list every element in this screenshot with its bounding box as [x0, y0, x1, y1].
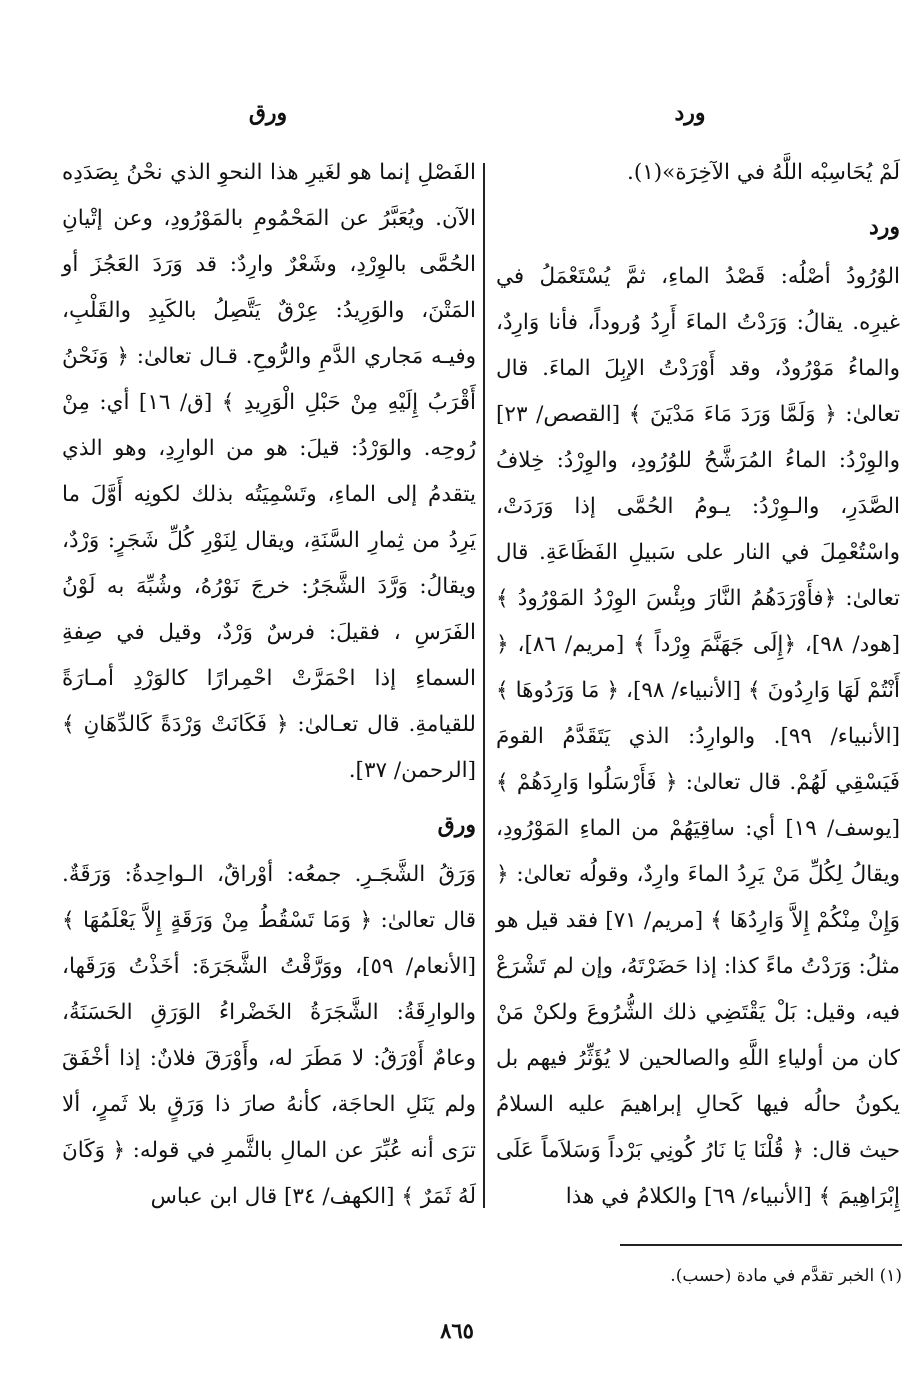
right-column	[496, 150, 900, 1220]
left-col-continuation: الفَصْلِ إنما هو لغَيرِ هذا النحوِ الذي نحْنُ بِصَدَدِه الآن. ويُعَبَّرُ عن المَحْمُومِ بالمَوْرُودِ، وعن إتْيانِ الحُمَّى بالوِرْدِ، وشَعْرٌ وارِدٌ: قد وَرَدَ العَجُزَ أو المَتْنَ، والوَرِيدُ: عِرْقٌ يَتَّصِلُ بالكَبِدِ والقَلْبِ، وفيـه مَجاري الدَّمِ والرُّوحِ. قـال تعالىٰ: ﴿ وَنَحْنُ أَقْرَبُ إِلَيْهِ مِنْ حَبْلِ الْوَرِيدِ ﴾ [ق/ ١٦] أي: مِنْ رُوحِه. والوَرْدُ: قيلَ: هو من الوارِدِ، وهو الذي يتقدمُ إلى الماءِ، وتَسْمِيَتُه بذلك لكونِه أَوَّلَ ما يَرِدُ من ثِمارِ السَّنَةِ، ويقال لِنَوْرِ كُلِّ شَجَرٍ: وَرْدٌ، ويقالُ: وَرَّدَ الشَّجَرُ: خرجَ نَوْرُهُ، وشُبِّهَ به لَوْنُ الفَرَسِ ، فقيلَ: فرسٌ وَرْدٌ، وقيل في صِفةِ السماءِ إذا احْمَرَّتْ احْمِرارًا كالوَرْدِ أمـارَةً للقيامةِ. قال تعـالىٰ: ﴿ فَكَانَتْ وَرْدَةً كَالدِّهَانِ ﴾ [الرحمن/ ٣٧].	[62, 160, 476, 783]
page-number: ٨٦٥	[440, 1318, 474, 1343]
header-right-word: ورد	[674, 100, 706, 126]
right-col-entry-text: الوُرُودُ أصْلُه: قَصْدُ الماءِ، ثمَّ يُسْتَعْمَلُ في غيرِه. يقالُ: وَرَدْتُ الماءَ أَرِدُ وُروداً، فأنا وَارِدٌ، والماءُ مَوْرُودٌ، وقد أَوْرَدْتُ الإبِلَ الماءَ. قال تعالىٰ: ﴿ وَلَمَّا وَرَدَ مَاءَ مَدْيَنَ ﴾ [القصص/ ٢٣] والوِرْدُ: الماءُ المُرَشَّحُ للوُرُودِ، والوِرْدُ: خِلافُ الصَّدَرِ، والـوِرْدُ: يـومُ الحُمَّى إذا وَرَدَتْ، واسْتُعْمِلَ في النار على سَبيلِ الفَظَاعَةِ. قال تعالىٰ: ﴿فأَوْرَدَهُمُ النَّارَ وبِئْسَ الوِرْدُ المَوْرُودُ ﴾ [هود/ ٩٨]، ﴿إِلَى جَهَنَّمَ وِرْداً ﴾ [مريم/ ٨٦]، ﴿ أَنْتُمْ لَهَا وَارِدُونَ ﴾ [الأنبياء/ ٩٨]، ﴿ مَا وَرَدُوهَا ﴾ [الأنبياء/ ٩٩]. والوارِدُ: الذي يَتَقَدَّمُ القومَ فَيَسْقِي لَهُمْ. قال تعالىٰ: ﴿ فَأَرْسَلُوا وَارِدَهُمْ ﴾ [يوسف/ ١٩] أي: ساقِيَهُمْ من الماءِ المَوْرُودِ، ويقالُ لِكُلِّ مَنْ يَرِدُ الماءَ وارِدٌ، وقولُه تعالىٰ: ﴿ وَإِنْ مِنْكُمْ إِلاَّ وَارِدُهَا ﴾ [مريم/ ٧١] فقد قيل هو مثلُ: وَرَدْتُ ماءً كذا: إذا حَضَرْتَهُ، وإن لم تَشْرَعْ فيه، وقيل: بَلْ يَقْتَضِي ذلك الشُّرُوعَ ولكنْ مَنْ كان من أولياءِ اللَّهِ والصالحين لا يُؤَثِّرُ فيهم بل يكونُ حالُه فيها كَحالِ إبراهيمَ عليه السلامُ حيث قال: ﴿ قُلْنَا يَا نَارُ كُونِي بَرْداً وَسَلاَماً عَلَى إِبْرَاهِيمَ ﴾ [الأنبياء/ ٦٩] والكلامُ في هذا	[496, 264, 900, 1209]
left-col-entry-text: وَرَقُ الشَّجَـرِ. جمعُه: أوْراقٌ، الـواحِدةُ: وَرَقَةٌ. قال تعالىٰ: ﴿ وَمَا تَسْقُطُ مِنْ وَرَقَةٍ إِلاَّ يَعْلَمُهَا ﴾ [الأنعام/ ٥٩]، ووَرَّقْتُ الشَّجَرَةَ: أخَذْتُ وَرَقَها، والوارِقَةُ: الشَّجَرَةُ الخَضْراءُ الوَرَقِ الحَسَنَةُ، وعامٌ أَوْرَقُ: لا مَطَرَ له، وأَوْرَقَ فلانٌ: إذا أخْفَقَ ولم يَنَلِ الحاجَة، كأنهُ صارَ ذا وَرَقٍ بلا ثَمرٍ، ألا ترَى أنه عُبِّرَ عن المالِ بالثَّمرِ في قوله: ﴿ وَكَانَ لَهُ ثَمَرٌ ﴾ [الكهف/ ٣٤] قال ابن عباس	[62, 862, 476, 1209]
footnote: (١) الخبر تقدَّم في مادة (حسب).	[670, 1266, 902, 1286]
header-left-word: ورق	[248, 100, 288, 126]
right-col-continuation: لَمْ يُحَاسِبْه اللَّهُ في الآخِرَة»(١).	[627, 160, 900, 185]
left-column	[62, 150, 476, 1220]
footnote-rule	[620, 1244, 902, 1246]
entry-title-ward: ورد	[868, 214, 900, 240]
entry-title-waraq: ورق	[437, 812, 476, 838]
column-divider	[483, 163, 485, 1208]
